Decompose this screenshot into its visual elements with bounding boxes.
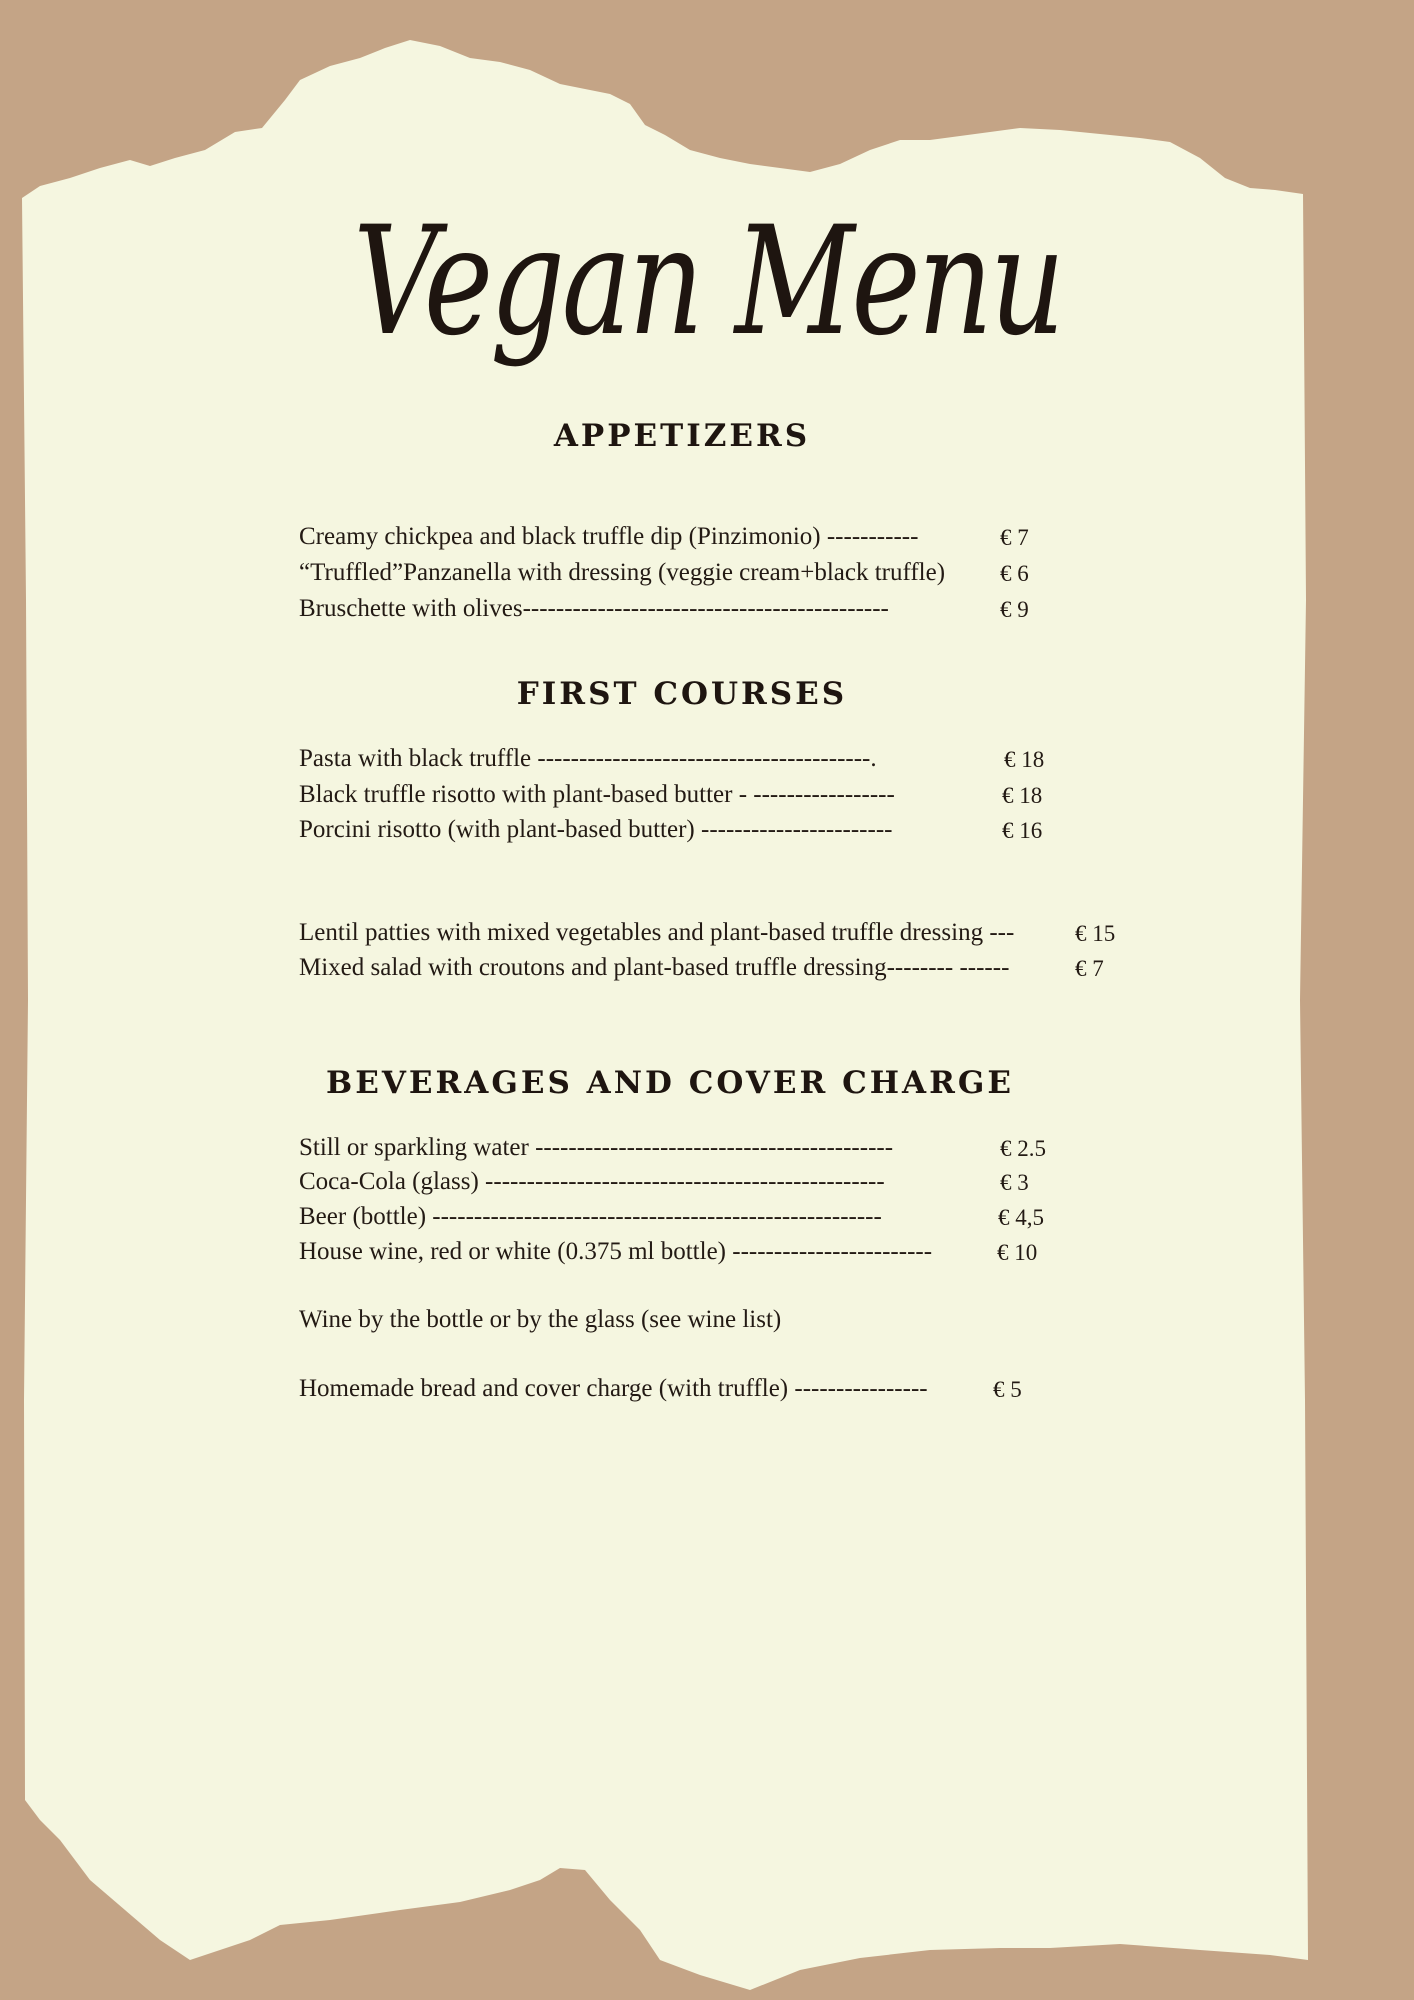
menu-item-price: € 9: [1000, 597, 1029, 622]
menu-item-price: € 5: [993, 1377, 1022, 1402]
menu-item-name: Coca-Cola (glass) ------------------------------------------------: [299, 1168, 885, 1195]
menu-item-name: Mixed salad with croutons and plant-based truffle dressing-------- ------: [299, 954, 1010, 981]
menu-item-name: Bruschette with olives--------------------------------------------: [299, 595, 889, 622]
menu-item-name: Pasta with black truffle ----------------------------------------.: [299, 745, 877, 772]
menu-item-name: Still or sparkling water -------------------------------------------: [299, 1134, 894, 1161]
menu-item-price: € 7: [1075, 956, 1104, 981]
menu-item-price: € 15: [1075, 921, 1116, 946]
menu-item-price: € 6: [1000, 561, 1029, 586]
menu-item-price: € 10: [997, 1240, 1038, 1265]
menu-item-price: € 3: [1000, 1170, 1029, 1195]
menu-item-name: “Truffled”Panzanella with dressing (veggie cream+black truffle): [299, 559, 946, 586]
menu-note: Wine by the bottle or by the glass (see wine list): [299, 1306, 782, 1333]
menu-title: Vegan Menu: [353, 195, 1063, 369]
menu-item-price: € 18: [1002, 783, 1043, 808]
menu-item-price: € 16: [1002, 818, 1043, 843]
menu-item-name: House wine, red or white (0.375 ml bottle) ------------------------: [299, 1238, 933, 1265]
menu-item-name: Lentil patties with mixed vegetables and plant-based truffle dressing ---: [299, 919, 1015, 946]
menu-item-price: € 18: [1004, 747, 1045, 772]
menu-item-name: Beer (bottle) ------------------------------------------------------: [299, 1203, 882, 1230]
menu-item-name: Porcini risotto (with plant-based butter) -----------------------: [299, 816, 893, 843]
menu-item-price: € 2.5: [1000, 1136, 1046, 1161]
menu-item-price: € 4,5: [998, 1205, 1044, 1230]
menu-item-name: Homemade bread and cover charge (with truffle) ----------------: [299, 1375, 928, 1402]
menu-item-name: Black truffle risotto with plant-based butter - -----------------: [299, 781, 895, 808]
section-heading-beverages: BEVERAGES AND COVER CHARGE: [326, 1065, 1014, 1101]
section-heading-appetizers: APPETIZERS: [553, 418, 811, 454]
menu-item-name: Creamy chickpea and black truffle dip (Pinzimonio) -----------: [299, 523, 919, 550]
section-heading-first-courses: FIRST COURSES: [516, 676, 848, 712]
menu-item-price: € 7: [1000, 525, 1029, 550]
